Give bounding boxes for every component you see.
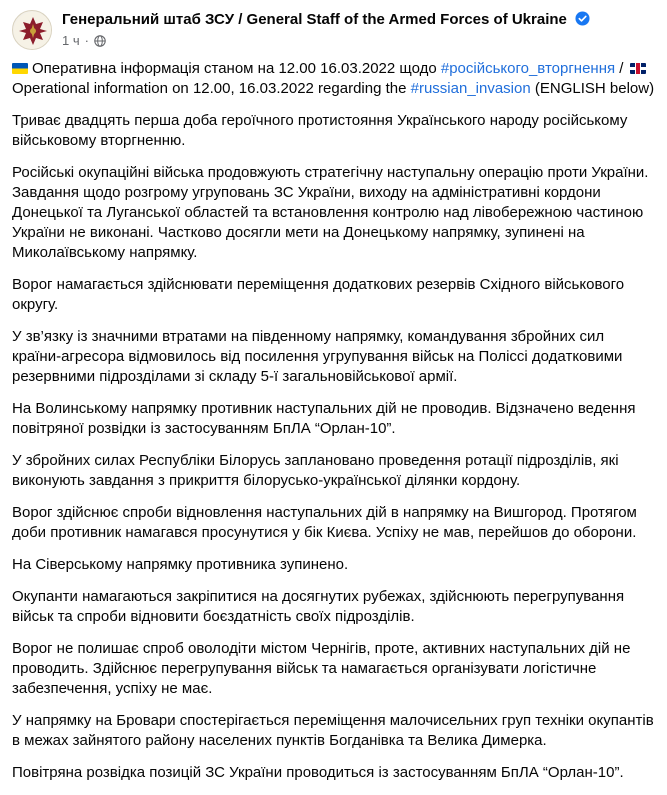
post-paragraph: У зв’язку із значними втратами на південному напрямку, командування збройних сил країни-агресора відмовилось від посилення угрупування військ на Поліссі додатковими резервними підрозділами зі складу 5-ї загальновійськової армії. [12, 328, 623, 385]
post-paragraph: На Сіверському напрямку противника зупинено. [12, 556, 349, 573]
post-paragraph: У напрямку на Бровари спостерігається переміщення малочисельних груп техніки окупантів в межах зайнятого району населених пунктів Богданівка та Велика Димерка. [12, 712, 654, 749]
post-paragraph: Окупанти намагаються закріпитися на досягнутих рубежах, здійснюють перегрупування військ та спроби відновити боєздатність своїх підрозділів. [12, 588, 625, 625]
post-header [10, 8, 660, 52]
globe-icon[interactable] [94, 35, 106, 47]
page-avatar[interactable] [12, 10, 52, 50]
post-paragraph: Ворог не полишає спроб оволодіти містом Чернігів, проте, активних наступальних дій не проводить. Здійснює перегрупування військ та намагається організувати логістичне забезпечення, успіху не має. [12, 640, 631, 697]
post-timestamp[interactable]: 1 ч [62, 33, 80, 48]
post-paragraph: Повітряна розвідка позицій ЗС України проводиться із застосуванням БпЛА “Орлан-10”. [12, 764, 624, 781]
page-name-text[interactable]: Генеральний штаб ЗСУ / General Staff of the Armed Forces of Ukraine [62, 11, 567, 28]
verified-badge-icon [575, 11, 590, 26]
hashtag-link[interactable]: #російського_вторгнення [440, 60, 616, 77]
ukraine-flag-icon [12, 63, 28, 74]
post-paragraph: Ворог намагається здійснювати переміщення додаткових резервів Східного військового округу. [12, 276, 625, 313]
meta-separator: · [84, 33, 89, 48]
page-name[interactable] [62, 11, 590, 28]
post-paragraph: Російські окупаційні війська продовжують стратегічну наступальну операцію проти України. Завдання щодо розгрому угруповань ЗС України, виходу на адміністративні кордони Донецької та Луганської областей та встановлення контролю над лівобережною частиною України не виконані. Частково досягли мети на Донецькому напрямку, зупинені на Миколаївському напрямку. [12, 164, 649, 261]
post-paragraph: Ворог здійснює спроби відновлення наступальних дій в напрямку на Вишгород. Протягом доби противник намагався просунутися у бік Києва. Успіху не мав, перейшов до оборони. [12, 504, 637, 541]
post-paragraph: У збройних силах Республіки Білорусь заплановано проведення ротації підрозділів, які виконують завдання з прикриття білорусько-української ділянки кордону. [12, 452, 619, 489]
post-paragraph: На Волинському напрямку противник наступальних дій не проводив. Відзначено ведення повітряної розвідки із застосуванням БпЛА “Орлан-10”. [12, 400, 636, 437]
intro-text-ua: Оперативна інформація станом на 12.00 16.03.2022 щодо [32, 60, 441, 77]
post-body [12, 59, 657, 795]
post-meta [62, 33, 106, 48]
intro-text-en: Operational information on 12.00, 16.03.2022 regarding the [12, 80, 411, 97]
post-paragraph: Триває двадцять перша доба героїчного протистояння Українського народу російському військовому вторгненню. [12, 112, 628, 149]
intro-separator: / [615, 60, 628, 77]
uk-flag-icon [630, 63, 646, 74]
hashtag-link[interactable]: #russian_invasion [410, 80, 531, 97]
intro-text-en-tail: (ENGLISH below) [530, 80, 655, 97]
post-intro [12, 59, 657, 99]
emblem-icon [13, 11, 52, 50]
